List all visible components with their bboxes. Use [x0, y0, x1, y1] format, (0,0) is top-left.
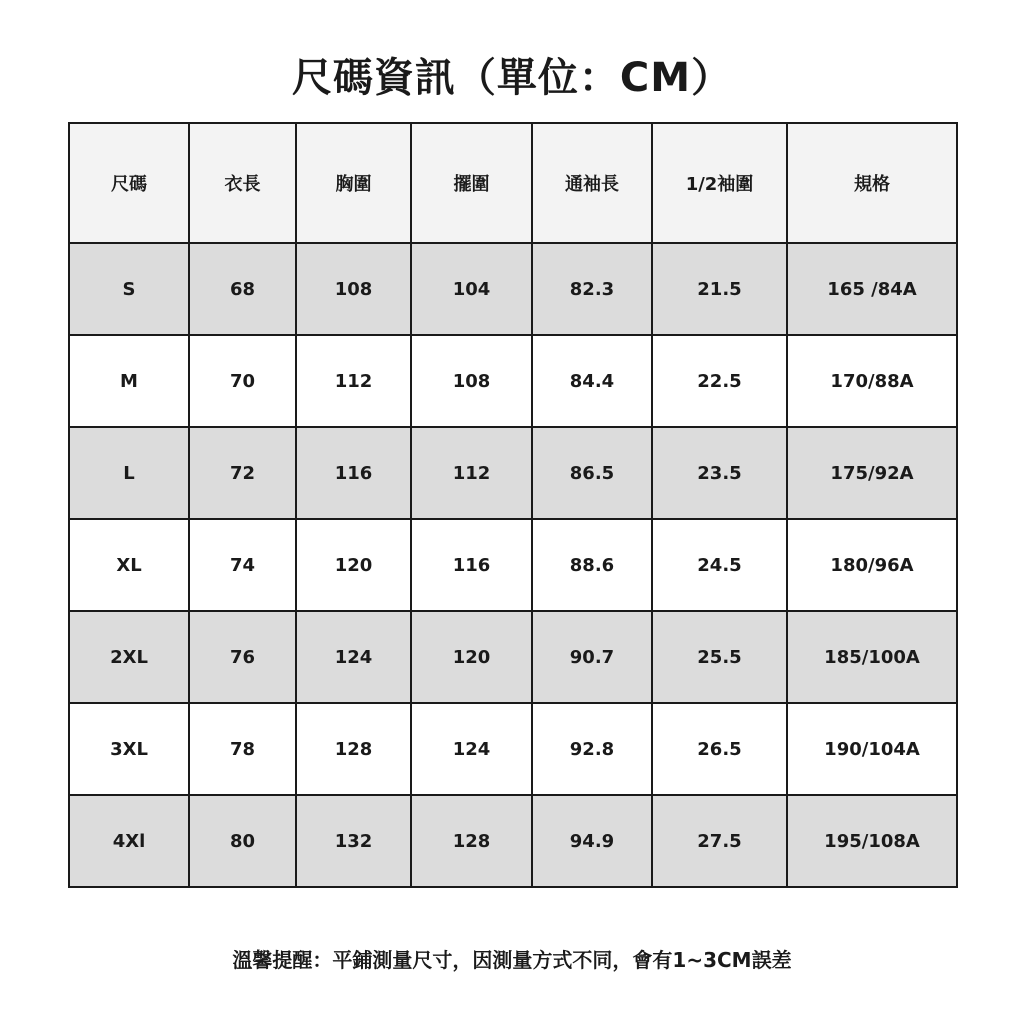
table-row	[69, 795, 957, 887]
cell-sleeve-length: 86.5	[532, 427, 652, 519]
header-hem: 擺圍	[411, 123, 532, 243]
table-row	[69, 243, 957, 335]
cell-size: 2XL	[69, 611, 189, 703]
table-row	[69, 427, 957, 519]
cell-length: 70	[189, 335, 296, 427]
cell-chest: 128	[296, 703, 411, 795]
cell-size: L	[69, 427, 189, 519]
cell-half-sleeve-width: 26.5	[652, 703, 787, 795]
cell-spec: 170/88A	[787, 335, 957, 427]
cell-chest: 108	[296, 243, 411, 335]
cell-hem: 104	[411, 243, 532, 335]
cell-spec: 195/108A	[787, 795, 957, 887]
cell-chest: 120	[296, 519, 411, 611]
cell-hem: 116	[411, 519, 532, 611]
cell-length: 80	[189, 795, 296, 887]
cell-hem: 124	[411, 703, 532, 795]
cell-spec: 185/100A	[787, 611, 957, 703]
cell-spec: 180/96A	[787, 519, 957, 611]
cell-size: 4Xl	[69, 795, 189, 887]
cell-sleeve-length: 90.7	[532, 611, 652, 703]
cell-size: XL	[69, 519, 189, 611]
page-title: 尺碼資訊（單位：CM）	[291, 55, 733, 101]
cell-half-sleeve-width: 25.5	[652, 611, 787, 703]
header-sleeve-length: 通袖長	[532, 123, 652, 243]
header-size: 尺碼	[69, 123, 189, 243]
measurement-note: 溫馨提醒：平鋪測量尺寸，因測量方式不同，會有1~3CM誤差	[232, 948, 792, 972]
table-row	[69, 611, 957, 703]
header-length: 衣長	[189, 123, 296, 243]
cell-hem: 112	[411, 427, 532, 519]
cell-length: 76	[189, 611, 296, 703]
cell-sleeve-length: 88.6	[532, 519, 652, 611]
cell-chest: 124	[296, 611, 411, 703]
cell-length: 74	[189, 519, 296, 611]
header-spec: 規格	[787, 123, 957, 243]
cell-sleeve-length: 84.4	[532, 335, 652, 427]
cell-sleeve-length: 82.3	[532, 243, 652, 335]
cell-chest: 116	[296, 427, 411, 519]
cell-hem: 128	[411, 795, 532, 887]
table-row	[69, 703, 957, 795]
header-half-sleeve-width: 1/2袖圍	[652, 123, 787, 243]
cell-length: 78	[189, 703, 296, 795]
table-row	[69, 519, 957, 611]
cell-half-sleeve-width: 27.5	[652, 795, 787, 887]
cell-hem: 120	[411, 611, 532, 703]
cell-size: 3XL	[69, 703, 189, 795]
header-chest: 胸圍	[296, 123, 411, 243]
table-header-row	[69, 123, 957, 243]
cell-length: 72	[189, 427, 296, 519]
cell-chest: 132	[296, 795, 411, 887]
cell-length: 68	[189, 243, 296, 335]
table-row	[69, 335, 957, 427]
cell-size: S	[69, 243, 189, 335]
cell-half-sleeve-width: 24.5	[652, 519, 787, 611]
cell-hem: 108	[411, 335, 532, 427]
cell-spec: 165 /84A	[787, 243, 957, 335]
cell-chest: 112	[296, 335, 411, 427]
cell-spec: 190/104A	[787, 703, 957, 795]
cell-spec: 175/92A	[787, 427, 957, 519]
cell-half-sleeve-width: 22.5	[652, 335, 787, 427]
cell-half-sleeve-width: 23.5	[652, 427, 787, 519]
cell-sleeve-length: 92.8	[532, 703, 652, 795]
cell-sleeve-length: 94.9	[532, 795, 652, 887]
size-chart-table	[68, 122, 958, 888]
cell-size: M	[69, 335, 189, 427]
cell-half-sleeve-width: 21.5	[652, 243, 787, 335]
